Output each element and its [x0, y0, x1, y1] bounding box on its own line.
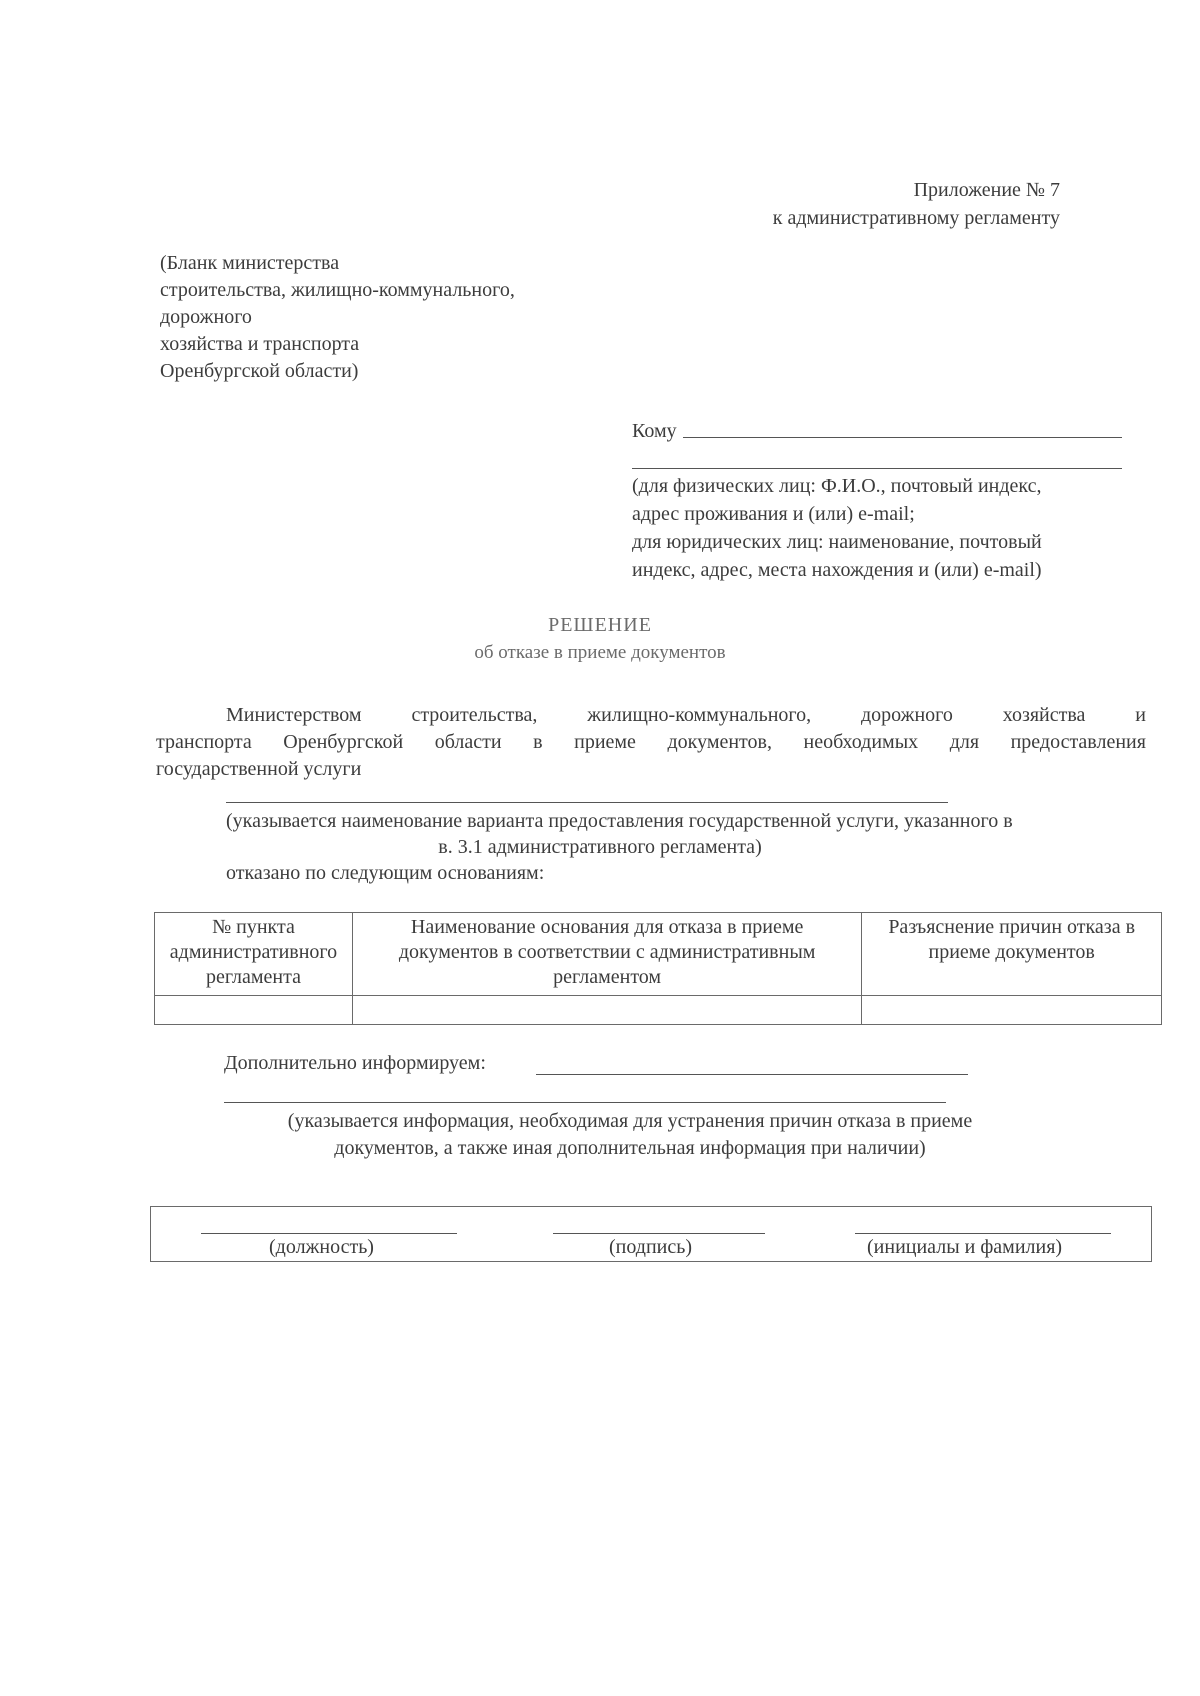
- additional-info-field-second-line[interactable]: [224, 1102, 946, 1103]
- signature-label: (подпись): [609, 1236, 693, 1258]
- body-word: необходимых: [803, 731, 919, 753]
- column-header-explanation: [862, 913, 1162, 996]
- name-field[interactable]: [855, 1233, 1111, 1234]
- addressee-field-second-line[interactable]: [632, 468, 1122, 469]
- body-word: и: [1135, 704, 1146, 726]
- letterhead-line: Оренбургской области): [160, 360, 359, 382]
- position-label: (должность): [269, 1236, 374, 1258]
- body-word: документов,: [667, 731, 772, 753]
- body-word: хозяйства: [1002, 704, 1086, 726]
- body-paragraph: [156, 702, 1146, 783]
- addressee-field[interactable]: [683, 437, 1122, 438]
- body-word: области: [434, 731, 502, 753]
- table-row: [155, 996, 1162, 1025]
- additional-info-note: (указывается информация, необходимая для устранения причин отказа в приеме: [287, 1110, 973, 1132]
- position-field[interactable]: [201, 1233, 457, 1234]
- addressee-block: [632, 416, 1122, 469]
- body-line-1: [156, 702, 1146, 729]
- column-header-clause-number: [155, 913, 353, 996]
- addressee-note-line: адрес проживания и (или) e-mail;: [632, 503, 915, 525]
- body-word: в: [533, 731, 543, 753]
- service-variant-note: (указывается наименование варианта предоставления государственной услуги, указанного в: [226, 810, 1013, 832]
- table-cell-clause-number[interactable]: [155, 996, 353, 1025]
- document-title: РЕШЕНИЕ: [548, 614, 652, 636]
- addressee-label: Кому: [632, 420, 677, 442]
- column-header-ground-name: [352, 913, 861, 996]
- header-line: приеме документов: [928, 941, 1095, 963]
- signature-field[interactable]: [553, 1233, 765, 1234]
- table-cell-ground-name[interactable]: [352, 996, 861, 1025]
- header-line: административного: [169, 941, 338, 963]
- service-variant-field[interactable]: [226, 802, 948, 803]
- refusal-grounds-table: [154, 912, 1162, 1025]
- additional-info-note-continued: документов, а также иная дополнительная информация при наличии): [334, 1137, 926, 1159]
- header-line: регламентом: [553, 966, 662, 988]
- additional-info-field[interactable]: [536, 1074, 968, 1075]
- service-variant-note-continued: в. 3.1 административного регламента): [438, 836, 762, 858]
- table-cell-explanation[interactable]: [862, 996, 1162, 1025]
- body-line-2: [156, 729, 1146, 756]
- letterhead-line: строительства, жилищно-коммунального,: [160, 279, 515, 301]
- body-word: приеме: [574, 731, 636, 753]
- document-subtitle: об отказе в приеме документов: [474, 642, 726, 663]
- body-word: для: [949, 731, 980, 753]
- refusal-grounds-intro: отказано по следующим основаниям:: [226, 862, 545, 884]
- header-line: № пункта: [212, 916, 295, 938]
- letterhead-line: хозяйства и транспорта: [160, 333, 360, 355]
- header-line: регламента: [205, 966, 301, 988]
- header-line: документов в соответствии с административным: [398, 941, 816, 963]
- name-label: (инициалы и фамилия): [867, 1236, 1063, 1258]
- body-word: транспорта: [156, 731, 252, 753]
- body-word: строительства,: [411, 704, 538, 726]
- addressee-note-line: для юридических лиц: наименование, почтовый: [632, 531, 1042, 553]
- body-word: Оренбургской: [283, 731, 404, 753]
- header-line: Наименование основания для отказа в приеме: [410, 916, 804, 938]
- table-header-row: [155, 913, 1162, 996]
- addressee-note-line: (для физических лиц: Ф.И.О., почтовый индекс,: [632, 475, 1042, 497]
- addressee-note-line: индекс, адрес, места нахождения и (или) e-mail): [632, 559, 1042, 581]
- header-line: Разъяснение причин отказа в: [888, 916, 1136, 938]
- appendix-reference: к административному регламенту: [772, 207, 1060, 229]
- appendix-header: [773, 176, 1060, 232]
- body-line-3: государственной услуги: [156, 758, 362, 780]
- body-word: предоставления: [1010, 731, 1146, 753]
- additional-info-label: Дополнительно информируем:: [224, 1052, 486, 1074]
- addressee-note: [632, 472, 1042, 584]
- letterhead-placeholder: [160, 250, 515, 385]
- signature-block: [150, 1206, 1152, 1262]
- body-word: Министерством: [226, 704, 362, 726]
- body-word: жилищно-коммунального,: [587, 704, 812, 726]
- letterhead-line: дорожного: [160, 306, 252, 328]
- letterhead-line: (Бланк министерства: [160, 252, 340, 274]
- appendix-number: Приложение № 7: [913, 179, 1060, 201]
- body-word: дорожного: [860, 704, 953, 726]
